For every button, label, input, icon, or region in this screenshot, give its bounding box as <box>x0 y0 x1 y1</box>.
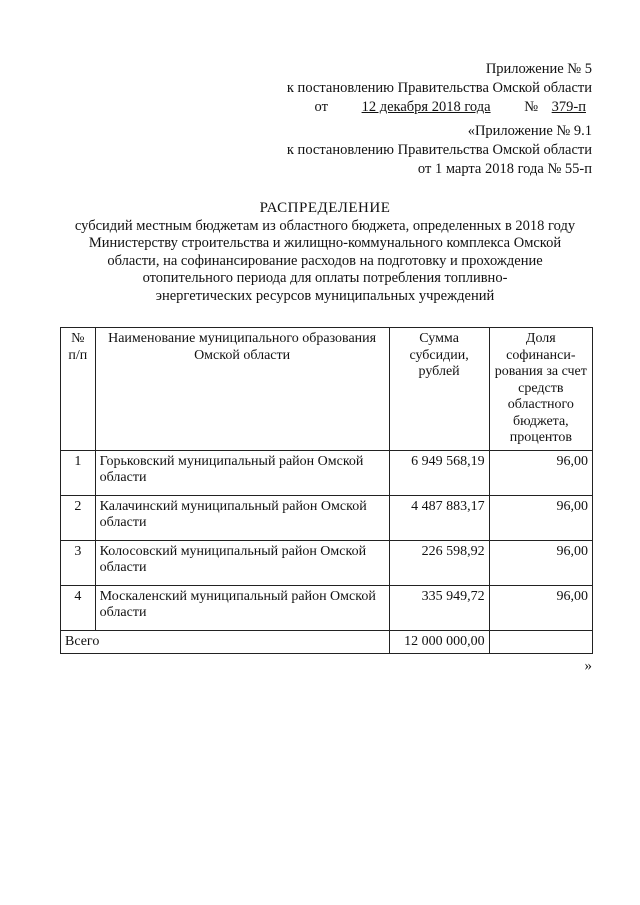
appendix-number: Приложение № 5 <box>485 61 592 77</box>
total-sum: 12 000 000,00 <box>389 630 489 654</box>
row-municipality: Калачинский муниципальный район Омской области <box>95 495 389 540</box>
row-number: 4 <box>61 585 96 630</box>
header-cofinancing-share: Доля софинанси-рования за счет средств областного бюджета, процентов <box>489 328 592 451</box>
row-sum: 335 949,72 <box>389 585 489 630</box>
title-line-3: области, на софинансирование расходов на подготовку и прохождение <box>107 252 543 269</box>
resolution-number: 379-п <box>551 99 586 115</box>
row-number: 2 <box>61 495 96 540</box>
amended-resolution-reference: к постановлению Правительства Омской области <box>286 142 592 158</box>
title-heading: РАСПРЕДЕЛЕНИЕ <box>259 200 391 216</box>
row-number: 3 <box>61 540 96 585</box>
row-municipality: Москаленский муниципальный район Омской области <box>95 585 389 630</box>
title-line-2: Министерству строительства и жилищно-коммунального комплекса Омской <box>88 235 562 251</box>
title-line-1: субсидий местным бюджетам из областного бюджета, определенных в 2018 году <box>74 217 576 234</box>
title-line-5: энергетических ресурсов муниципальных учреждений <box>155 287 495 304</box>
row-share: 96,00 <box>489 540 592 585</box>
resolution-date-line <box>287 98 592 117</box>
row-sum: 6 949 568,19 <box>389 450 489 495</box>
table-header-row <box>61 328 593 451</box>
resolution-reference: к постановлению Правительства Омской области <box>286 80 592 96</box>
amended-appendix-header <box>287 122 592 179</box>
table-row <box>61 450 593 495</box>
table-row <box>61 585 593 630</box>
total-share <box>489 630 592 654</box>
total-label: Всего <box>61 630 390 654</box>
row-sum: 4 487 883,17 <box>389 495 489 540</box>
header-municipality: Наименование муниципального образования Омской области <box>95 328 389 451</box>
table-row <box>61 540 593 585</box>
row-share: 96,00 <box>489 585 592 630</box>
row-sum: 226 598,92 <box>389 540 489 585</box>
amended-resolution-date: от 1 марта 2018 года № 55-п <box>417 161 592 177</box>
from-label: от <box>314 99 328 115</box>
header-number: № п/п <box>61 328 96 451</box>
total-row <box>61 630 593 654</box>
header-subsidy-sum: Сумма субсидии, рублей <box>389 328 489 451</box>
closing-quote: » <box>584 658 592 674</box>
row-municipality: Колосовский муниципальный район Омской области <box>95 540 389 585</box>
row-municipality: Горьковский муниципальный район Омской области <box>95 450 389 495</box>
resolution-date: 12 декабря 2018 года <box>361 99 491 115</box>
amended-appendix-number: «Приложение № 9.1 <box>467 123 592 139</box>
document-title <box>60 200 590 305</box>
row-share: 96,00 <box>489 495 592 540</box>
table-row <box>61 495 593 540</box>
number-sign: № <box>524 99 539 115</box>
appendix-header <box>287 60 592 117</box>
row-share: 96,00 <box>489 450 592 495</box>
title-line-4: отопительного периода для оплаты потребления топливно- <box>142 270 508 286</box>
subsidy-distribution-table <box>60 327 593 654</box>
row-number: 1 <box>61 450 96 495</box>
